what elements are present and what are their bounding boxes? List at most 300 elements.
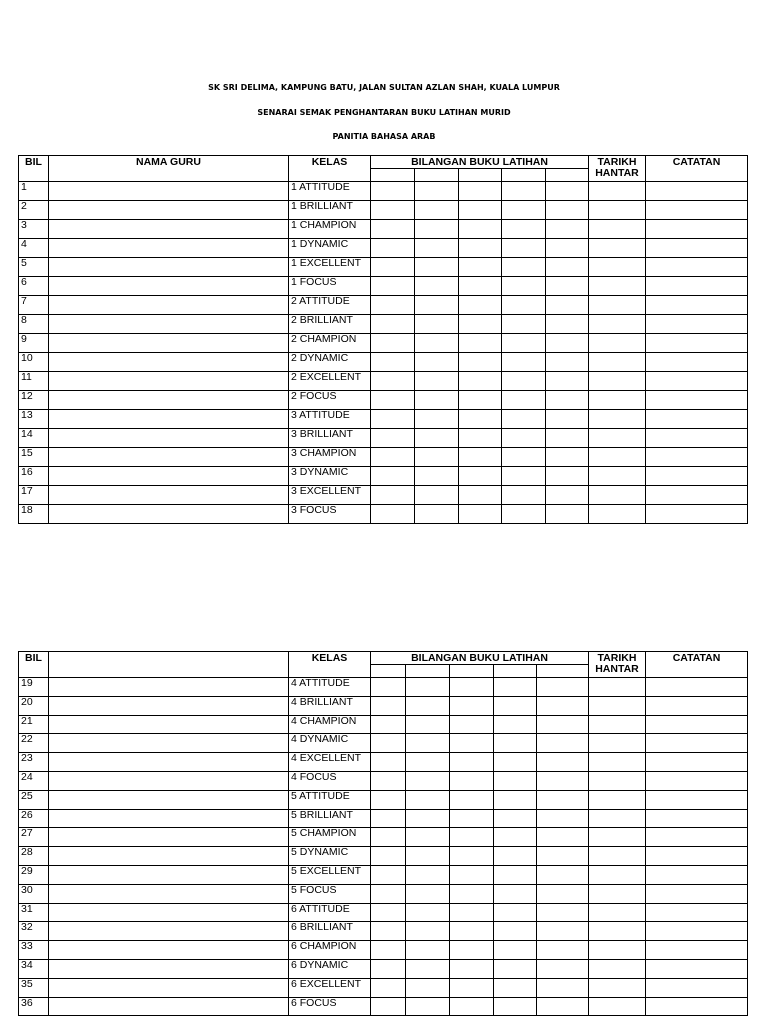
buku-count-cell-5[interactable] — [537, 922, 589, 941]
nama-guru-cell[interactable] — [49, 997, 289, 1016]
catatan-cell[interactable] — [646, 809, 748, 828]
catatan-cell[interactable] — [646, 753, 748, 772]
bil-cell: 10 — [19, 353, 49, 372]
buku-count-cell-4[interactable] — [494, 978, 537, 997]
buku-count-cell-3[interactable] — [450, 884, 494, 903]
buku-count-cell-3[interactable] — [450, 753, 494, 772]
buku-count-cell-1[interactable] — [371, 678, 406, 697]
tarikh-hantar-cell[interactable] — [589, 505, 646, 524]
buku-count-cell-5[interactable] — [537, 903, 589, 922]
nama-guru-cell[interactable] — [49, 391, 289, 410]
catatan-cell[interactable] — [646, 277, 748, 296]
buku-count-cell-5[interactable] — [546, 372, 589, 391]
buku-count-cell-2[interactable] — [415, 467, 459, 486]
buku-count-cell-5[interactable] — [546, 239, 589, 258]
buku-count-cell-3[interactable] — [450, 978, 494, 997]
tarikh-hantar-cell[interactable] — [589, 334, 646, 353]
bil-cell: 35 — [19, 978, 49, 997]
buku-count-cell-3[interactable] — [450, 771, 494, 790]
buku-count-cell-2[interactable] — [415, 258, 459, 277]
buku-count-cell-2[interactable] — [406, 678, 450, 697]
nama-guru-cell[interactable] — [49, 828, 289, 847]
tarikh-hantar-cell[interactable] — [589, 941, 646, 960]
nama-guru-cell[interactable] — [49, 258, 289, 277]
buku-count-cell-4[interactable] — [494, 884, 537, 903]
buku-count-cell-4[interactable] — [494, 903, 537, 922]
buku-count-cell-3[interactable] — [459, 467, 502, 486]
nama-guru-cell[interactable] — [49, 922, 289, 941]
buku-count-cell-1[interactable] — [371, 201, 415, 220]
buku-count-cell-1[interactable] — [371, 372, 415, 391]
buku-count-cell-1[interactable] — [371, 903, 406, 922]
tarikh-hantar-cell[interactable] — [589, 715, 646, 734]
buku-count-cell-5[interactable] — [537, 884, 589, 903]
buku-count-cell-1[interactable] — [371, 790, 406, 809]
buku-count-cell-4[interactable] — [502, 315, 546, 334]
catatan-cell[interactable] — [646, 734, 748, 753]
buku-count-cell-4[interactable] — [502, 448, 546, 467]
catatan-cell[interactable] — [646, 828, 748, 847]
nama-guru-cell[interactable] — [49, 715, 289, 734]
tarikh-hantar-cell[interactable] — [589, 467, 646, 486]
buku-count-cell-4[interactable] — [502, 353, 546, 372]
buku-count-cell-1[interactable] — [371, 353, 415, 372]
tarikh-hantar-cell[interactable] — [589, 771, 646, 790]
buku-count-cell-4[interactable] — [502, 296, 546, 315]
catatan-cell[interactable] — [646, 865, 748, 884]
buku-count-cell-2[interactable] — [415, 505, 459, 524]
buku-count-cell-1[interactable] — [371, 448, 415, 467]
buku-count-cell-2[interactable] — [406, 828, 450, 847]
nama-guru-cell[interactable] — [49, 790, 289, 809]
buku-count-cell-2[interactable] — [406, 734, 450, 753]
buku-count-cell-3[interactable] — [459, 429, 502, 448]
catatan-cell[interactable] — [646, 997, 748, 1016]
buku-count-cell-5[interactable] — [537, 865, 589, 884]
nama-guru-cell[interactable] — [49, 884, 289, 903]
buku-count-cell-5[interactable] — [537, 809, 589, 828]
nama-guru-cell[interactable] — [49, 959, 289, 978]
nama-guru-cell[interactable] — [49, 978, 289, 997]
buku-count-cell-2[interactable] — [415, 182, 459, 201]
nama-guru-cell[interactable] — [49, 903, 289, 922]
buku-count-cell-2[interactable] — [415, 220, 459, 239]
buku-count-cell-5[interactable] — [546, 334, 589, 353]
buku-count-cell-2[interactable] — [406, 753, 450, 772]
nama-guru-cell[interactable] — [49, 734, 289, 753]
catatan-cell[interactable] — [646, 220, 748, 239]
tarikh-hantar-cell[interactable] — [589, 847, 646, 866]
buku-count-cell-4[interactable] — [502, 486, 546, 505]
buku-count-cell-4[interactable] — [494, 847, 537, 866]
tarikh-hantar-cell[interactable] — [589, 182, 646, 201]
nama-guru-cell[interactable] — [49, 277, 289, 296]
buku-count-cell-3[interactable] — [459, 315, 502, 334]
buku-count-cell-5[interactable] — [546, 296, 589, 315]
buku-count-cell-5[interactable] — [546, 258, 589, 277]
buku-count-cell-4[interactable] — [502, 220, 546, 239]
nama-guru-cell[interactable] — [49, 372, 289, 391]
buku-count-cell-1[interactable] — [371, 847, 406, 866]
buku-count-cell-2[interactable] — [406, 884, 450, 903]
buku-count-cell-4[interactable] — [494, 715, 537, 734]
buku-count-cell-3[interactable] — [459, 505, 502, 524]
buku-count-cell-4[interactable] — [502, 277, 546, 296]
buku-count-cell-3[interactable] — [459, 258, 502, 277]
buku-count-cell-5[interactable] — [546, 467, 589, 486]
catatan-cell[interactable] — [646, 353, 748, 372]
buku-count-cell-3[interactable] — [450, 809, 494, 828]
buku-count-cell-1[interactable] — [371, 220, 415, 239]
buku-count-cell-1[interactable] — [371, 315, 415, 334]
sub-col-4 — [494, 665, 537, 678]
buku-count-cell-3[interactable] — [459, 277, 502, 296]
tarikh-hantar-cell[interactable] — [589, 372, 646, 391]
buku-count-cell-3[interactable] — [450, 997, 494, 1016]
tarikh-hantar-cell[interactable] — [589, 486, 646, 505]
buku-count-cell-2[interactable] — [406, 959, 450, 978]
bil-cell: 2 — [19, 201, 49, 220]
buku-count-cell-5[interactable] — [537, 978, 589, 997]
nama-guru-cell[interactable] — [49, 315, 289, 334]
tarikh-hantar-cell[interactable] — [589, 353, 646, 372]
buku-count-cell-1[interactable] — [371, 467, 415, 486]
buku-count-cell-4[interactable] — [494, 790, 537, 809]
buku-count-cell-4[interactable] — [494, 959, 537, 978]
buku-count-cell-4[interactable] — [494, 865, 537, 884]
nama-guru-cell[interactable] — [49, 941, 289, 960]
buku-count-cell-2[interactable] — [415, 372, 459, 391]
buku-count-cell-2[interactable] — [406, 997, 450, 1016]
catatan-cell[interactable] — [646, 182, 748, 201]
table-1-body — [19, 182, 748, 524]
buku-count-cell-4[interactable] — [502, 182, 546, 201]
catatan-cell[interactable] — [646, 903, 748, 922]
buku-count-cell-4[interactable] — [502, 410, 546, 429]
buku-count-cell-4[interactable] — [494, 922, 537, 941]
catatan-cell[interactable] — [646, 429, 748, 448]
buku-count-cell-1[interactable] — [371, 391, 415, 410]
tarikh-hantar-cell[interactable] — [589, 959, 646, 978]
buku-count-cell-4[interactable] — [502, 467, 546, 486]
buku-count-cell-2[interactable] — [406, 941, 450, 960]
buku-count-cell-4[interactable] — [494, 753, 537, 772]
buku-count-cell-5[interactable] — [546, 448, 589, 467]
buku-count-cell-3[interactable] — [450, 678, 494, 697]
tarikh-hantar-cell[interactable] — [589, 201, 646, 220]
buku-count-cell-3[interactable] — [450, 847, 494, 866]
buku-count-cell-2[interactable] — [415, 429, 459, 448]
buku-count-cell-2[interactable] — [406, 715, 450, 734]
buku-count-cell-2[interactable] — [415, 296, 459, 315]
nama-guru-cell[interactable] — [49, 353, 289, 372]
buku-count-cell-4[interactable] — [494, 771, 537, 790]
buku-count-cell-5[interactable] — [537, 734, 589, 753]
buku-count-cell-1[interactable] — [371, 771, 406, 790]
buku-count-cell-2[interactable] — [406, 865, 450, 884]
buku-count-cell-1[interactable] — [371, 696, 406, 715]
tarikh-hantar-cell[interactable] — [589, 997, 646, 1016]
nama-guru-cell[interactable] — [49, 809, 289, 828]
nama-guru-cell[interactable] — [49, 865, 289, 884]
nama-guru-cell[interactable] — [49, 334, 289, 353]
buku-count-cell-3[interactable] — [450, 959, 494, 978]
tarikh-hantar-cell[interactable] — [589, 978, 646, 997]
buku-count-cell-5[interactable] — [546, 429, 589, 448]
buku-count-cell-5[interactable] — [537, 847, 589, 866]
tarikh-hantar-cell[interactable] — [589, 448, 646, 467]
tarikh-hantar-cell[interactable] — [589, 696, 646, 715]
buku-count-cell-1[interactable] — [371, 715, 406, 734]
nama-guru-cell[interactable] — [49, 201, 289, 220]
buku-count-cell-5[interactable] — [546, 486, 589, 505]
kelas-cell: 4 EXCELLENT — [289, 753, 371, 772]
catatan-cell[interactable] — [646, 334, 748, 353]
bil-cell: 18 — [19, 505, 49, 524]
buku-count-cell-5[interactable] — [537, 678, 589, 697]
buku-count-cell-3[interactable] — [459, 220, 502, 239]
catatan-cell[interactable] — [646, 959, 748, 978]
nama-guru-cell[interactable] — [49, 410, 289, 429]
catatan-cell[interactable] — [646, 410, 748, 429]
buku-count-cell-3[interactable] — [450, 865, 494, 884]
buku-count-cell-2[interactable] — [415, 410, 459, 429]
nama-guru-cell[interactable] — [49, 467, 289, 486]
catatan-cell[interactable] — [646, 201, 748, 220]
catatan-cell[interactable] — [646, 715, 748, 734]
buku-count-cell-3[interactable] — [450, 903, 494, 922]
buku-count-cell-5[interactable] — [546, 220, 589, 239]
buku-count-cell-5[interactable] — [537, 696, 589, 715]
tarikh-hantar-cell[interactable] — [589, 922, 646, 941]
nama-guru-cell[interactable] — [49, 696, 289, 715]
tarikh-hantar-cell[interactable] — [589, 315, 646, 334]
buku-count-cell-2[interactable] — [415, 334, 459, 353]
buku-count-cell-1[interactable] — [371, 809, 406, 828]
buku-count-cell-5[interactable] — [537, 828, 589, 847]
tarikh-hantar-cell[interactable] — [589, 429, 646, 448]
nama-guru-cell[interactable] — [49, 771, 289, 790]
tarikh-hantar-cell[interactable] — [589, 790, 646, 809]
buku-count-cell-2[interactable] — [415, 315, 459, 334]
buku-count-cell-1[interactable] — [371, 429, 415, 448]
nama-guru-cell[interactable] — [49, 448, 289, 467]
buku-count-cell-5[interactable] — [537, 941, 589, 960]
buku-count-cell-4[interactable] — [502, 372, 546, 391]
tarikh-hantar-cell[interactable] — [589, 277, 646, 296]
buku-count-cell-3[interactable] — [450, 941, 494, 960]
catatan-cell[interactable] — [646, 941, 748, 960]
buku-count-cell-3[interactable] — [450, 790, 494, 809]
buku-count-cell-2[interactable] — [406, 771, 450, 790]
buku-count-cell-3[interactable] — [450, 828, 494, 847]
buku-count-cell-3[interactable] — [450, 922, 494, 941]
catatan-cell[interactable] — [646, 258, 748, 277]
buku-count-cell-2[interactable] — [415, 239, 459, 258]
catatan-cell[interactable] — [646, 678, 748, 697]
buku-count-cell-4[interactable] — [502, 239, 546, 258]
buku-count-cell-5[interactable] — [537, 753, 589, 772]
nama-guru-cell[interactable] — [49, 678, 289, 697]
catatan-cell[interactable] — [646, 296, 748, 315]
buku-count-cell-1[interactable] — [371, 258, 415, 277]
tarikh-hantar-cell[interactable] — [589, 391, 646, 410]
buku-count-cell-3[interactable] — [459, 239, 502, 258]
buku-count-cell-3[interactable] — [459, 296, 502, 315]
catatan-cell[interactable] — [646, 922, 748, 941]
catatan-cell[interactable] — [646, 467, 748, 486]
tarikh-hantar-cell[interactable] — [589, 884, 646, 903]
buku-count-cell-4[interactable] — [502, 258, 546, 277]
buku-count-cell-2[interactable] — [415, 353, 459, 372]
buku-count-cell-3[interactable] — [450, 696, 494, 715]
buku-count-cell-1[interactable] — [371, 828, 406, 847]
buku-count-cell-1[interactable] — [371, 486, 415, 505]
buku-count-cell-2[interactable] — [406, 903, 450, 922]
buku-count-cell-3[interactable] — [459, 391, 502, 410]
buku-count-cell-3[interactable] — [459, 448, 502, 467]
buku-count-cell-3[interactable] — [459, 410, 502, 429]
buku-count-cell-2[interactable] — [415, 201, 459, 220]
catatan-cell[interactable] — [646, 790, 748, 809]
buku-count-cell-2[interactable] — [415, 391, 459, 410]
buku-count-cell-1[interactable] — [371, 753, 406, 772]
buku-count-cell-4[interactable] — [502, 391, 546, 410]
buku-count-cell-5[interactable] — [546, 201, 589, 220]
nama-guru-cell[interactable] — [49, 753, 289, 772]
catatan-cell[interactable] — [646, 486, 748, 505]
buku-count-cell-2[interactable] — [406, 847, 450, 866]
catatan-cell[interactable] — [646, 391, 748, 410]
buku-count-cell-4[interactable] — [494, 828, 537, 847]
tarikh-hantar-cell[interactable] — [589, 734, 646, 753]
buku-count-cell-5[interactable] — [546, 391, 589, 410]
buku-count-cell-4[interactable] — [494, 941, 537, 960]
buku-count-cell-2[interactable] — [406, 790, 450, 809]
buku-count-cell-1[interactable] — [371, 959, 406, 978]
buku-count-cell-4[interactable] — [494, 734, 537, 753]
buku-count-cell-4[interactable] — [494, 696, 537, 715]
buku-count-cell-2[interactable] — [415, 486, 459, 505]
catatan-cell[interactable] — [646, 239, 748, 258]
buku-count-cell-3[interactable] — [459, 486, 502, 505]
buku-count-cell-1[interactable] — [371, 296, 415, 315]
buku-count-cell-2[interactable] — [415, 277, 459, 296]
buku-count-cell-3[interactable] — [459, 182, 502, 201]
nama-guru-cell[interactable] — [49, 486, 289, 505]
catatan-cell[interactable] — [646, 884, 748, 903]
buku-count-cell-4[interactable] — [494, 678, 537, 697]
buku-count-cell-5[interactable] — [537, 959, 589, 978]
buku-count-cell-5[interactable] — [546, 353, 589, 372]
buku-count-cell-5[interactable] — [546, 315, 589, 334]
tarikh-hantar-cell[interactable] — [589, 678, 646, 697]
buku-count-cell-2[interactable] — [415, 448, 459, 467]
buku-count-cell-1[interactable] — [371, 182, 415, 201]
tarikh-hantar-cell[interactable] — [589, 258, 646, 277]
buku-count-cell-1[interactable] — [371, 277, 415, 296]
bil-cell: 21 — [19, 715, 49, 734]
buku-count-cell-3[interactable] — [450, 715, 494, 734]
tarikh-hantar-cell[interactable] — [589, 296, 646, 315]
buku-count-cell-1[interactable] — [371, 978, 406, 997]
buku-count-cell-2[interactable] — [406, 809, 450, 828]
nama-guru-cell[interactable] — [49, 847, 289, 866]
buku-count-cell-3[interactable] — [459, 334, 502, 353]
nama-guru-cell[interactable] — [49, 296, 289, 315]
buku-count-cell-5[interactable] — [537, 997, 589, 1016]
catatan-cell[interactable] — [646, 847, 748, 866]
buku-count-cell-3[interactable] — [459, 372, 502, 391]
buku-count-cell-2[interactable] — [406, 922, 450, 941]
buku-count-cell-2[interactable] — [406, 696, 450, 715]
buku-count-cell-4[interactable] — [502, 201, 546, 220]
catatan-cell[interactable] — [646, 978, 748, 997]
buku-count-cell-1[interactable] — [371, 997, 406, 1016]
tarikh-hantar-cell[interactable] — [589, 828, 646, 847]
buku-count-cell-5[interactable] — [537, 790, 589, 809]
buku-count-cell-5[interactable] — [546, 277, 589, 296]
checklist-table-1 — [18, 155, 748, 524]
tarikh-hantar-cell[interactable] — [589, 903, 646, 922]
buku-count-cell-2[interactable] — [406, 978, 450, 997]
tarikh-hantar-cell[interactable] — [589, 753, 646, 772]
buku-count-cell-1[interactable] — [371, 334, 415, 353]
tarikh-hantar-cell[interactable] — [589, 410, 646, 429]
buku-count-cell-5[interactable] — [537, 715, 589, 734]
catatan-cell[interactable] — [646, 372, 748, 391]
buku-count-cell-4[interactable] — [502, 334, 546, 353]
buku-count-cell-4[interactable] — [502, 505, 546, 524]
kelas-cell: 4 CHAMPION — [289, 715, 371, 734]
tarikh-hantar-cell[interactable] — [589, 809, 646, 828]
nama-guru-cell[interactable] — [49, 429, 289, 448]
col-header-bil: BIL — [19, 156, 49, 182]
tarikh-hantar-cell[interactable] — [589, 220, 646, 239]
buku-count-cell-4[interactable] — [494, 997, 537, 1016]
buku-count-cell-1[interactable] — [371, 505, 415, 524]
nama-guru-cell[interactable] — [49, 505, 289, 524]
buku-count-cell-1[interactable] — [371, 922, 406, 941]
buku-count-cell-1[interactable] — [371, 941, 406, 960]
buku-count-cell-1[interactable] — [371, 865, 406, 884]
buku-count-cell-5[interactable] — [546, 182, 589, 201]
kelas-cell: 4 ATTITUDE — [289, 678, 371, 697]
buku-count-cell-1[interactable] — [371, 239, 415, 258]
catatan-cell[interactable] — [646, 448, 748, 467]
buku-count-cell-3[interactable] — [450, 734, 494, 753]
catatan-cell[interactable] — [646, 696, 748, 715]
buku-count-cell-5[interactable] — [537, 771, 589, 790]
buku-count-cell-1[interactable] — [371, 410, 415, 429]
buku-count-cell-5[interactable] — [546, 410, 589, 429]
tarikh-hantar-cell[interactable] — [589, 865, 646, 884]
buku-count-cell-4[interactable] — [502, 429, 546, 448]
buku-count-cell-1[interactable] — [371, 884, 406, 903]
nama-guru-cell[interactable] — [49, 239, 289, 258]
nama-guru-cell[interactable] — [49, 182, 289, 201]
catatan-cell[interactable] — [646, 505, 748, 524]
buku-count-cell-1[interactable] — [371, 734, 406, 753]
buku-count-cell-5[interactable] — [546, 505, 589, 524]
buku-count-cell-4[interactable] — [494, 809, 537, 828]
tarikh-hantar-cell[interactable] — [589, 239, 646, 258]
catatan-cell[interactable] — [646, 771, 748, 790]
buku-count-cell-3[interactable] — [459, 201, 502, 220]
buku-count-cell-3[interactable] — [459, 353, 502, 372]
nama-guru-cell[interactable] — [49, 220, 289, 239]
catatan-cell[interactable] — [646, 315, 748, 334]
